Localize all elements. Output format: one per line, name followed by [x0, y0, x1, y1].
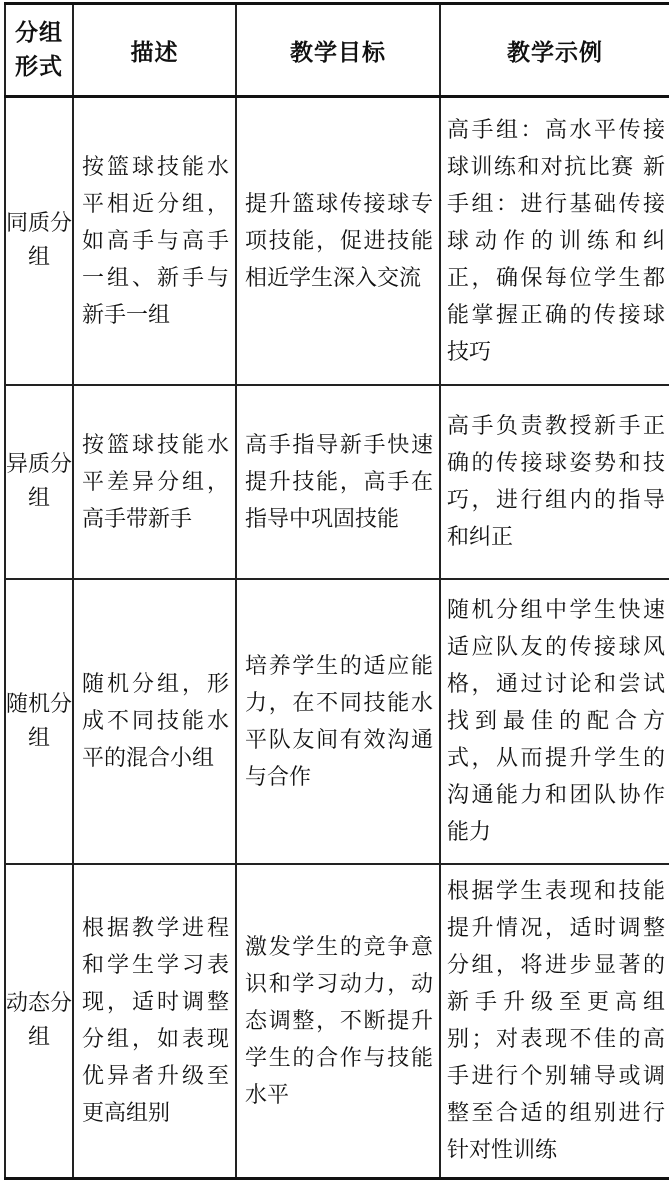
row-goal-text: 提升篮球传接球专项技能，促进技能相近学生深入交流: [245, 191, 433, 291]
row-goal-text: 高手指导新手快速提升技能，高手在指导中巩固技能: [245, 432, 433, 532]
grouping-table: [4, 2, 669, 1180]
header-goal: 教学目标: [236, 4, 440, 97]
row-description-text: 根据教学进程和学生学习表现，适时调整分组，如表现优异者升级至更高组别: [82, 916, 229, 1126]
header-description: 描述: [73, 4, 236, 97]
table-row: [5, 864, 669, 1179]
table-row: [5, 385, 669, 579]
row-description-text: 按篮球技能水平差异分组，高手带新手: [82, 432, 229, 532]
table-row: [5, 579, 669, 864]
row-description-cell: [73, 579, 236, 864]
row-description-text: 随机分组，形成不同技能水平的混合小组: [82, 672, 229, 771]
row-description-cell: [73, 385, 236, 579]
table-body: [5, 97, 669, 1179]
row-goal-cell: [236, 385, 440, 579]
row-example-text: 高手组：高水平传接球训练和对抗比赛 新手组：进行基础传接球动作的训练和纠正，确保每位学生都能掌握正确的传接球技巧: [447, 117, 665, 365]
row-description-text: 按篮球技能水平相近分组，如高手与高手一组、新手与新手一组: [82, 154, 229, 328]
row-example-text: 随机分组中学生快速适应队友的传接球风格，通过讨论和尝试找到最佳的配合方式，从而提升学生的沟通能力和团队协作能力: [447, 598, 665, 845]
row-example-cell: [440, 97, 669, 386]
row-form-label: 同质分组: [6, 211, 73, 270]
table-row: [5, 97, 669, 386]
row-example-text: 高手负责教授新手正确的传接球姿势和技巧，进行组内的指导和纠正: [447, 414, 665, 550]
header-row: [5, 4, 669, 97]
row-example-cell: [440, 385, 669, 579]
row-description-cell: [73, 864, 236, 1179]
header-form: [5, 4, 73, 97]
row-form-label: 随机分组: [6, 691, 73, 751]
row-form-label: 异质分组: [6, 452, 73, 511]
table-header: [5, 4, 669, 97]
row-form-cell: [5, 385, 73, 579]
row-form-cell: [5, 579, 73, 864]
row-goal-text: 培养学生的适应能力，在不同技能水平队友间有效沟通与合作: [245, 653, 433, 790]
header-form-label: 分组形式: [15, 20, 63, 80]
row-description-cell: [73, 97, 236, 386]
row-example-text: 根据学生表现和技能提升情况，适时调整分组，将进步显著的新手升级至更高组别；对表现不佳的高手进行个别辅导或调整至合适的组别进行针对性训练: [447, 879, 665, 1163]
row-example-cell: [440, 579, 669, 864]
row-goal-cell: [236, 864, 440, 1179]
row-form-label: 动态分组: [6, 991, 73, 1050]
header-example: 教学示例: [440, 4, 669, 97]
row-goal-text: 激发学生的竞争意识和学习动力，动态调整，不断提升学生的合作与技能水平: [245, 934, 433, 1108]
row-goal-cell: [236, 97, 440, 386]
row-form-cell: [5, 97, 73, 386]
row-example-cell: [440, 864, 669, 1179]
row-form-cell: [5, 864, 73, 1179]
row-goal-cell: [236, 579, 440, 864]
